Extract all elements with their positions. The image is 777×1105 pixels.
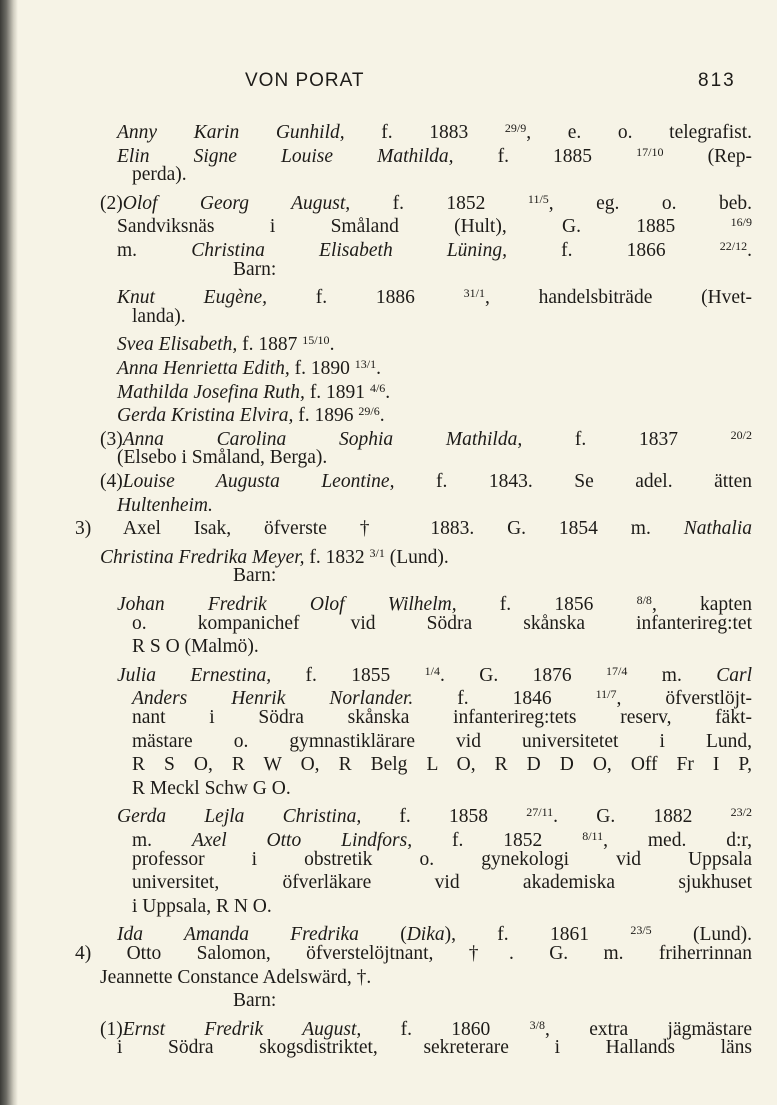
text-run: f. 1837 bbox=[522, 428, 731, 450]
text-run: (Rep- bbox=[663, 145, 753, 167]
text-run: . bbox=[329, 334, 335, 356]
text-run: , extra jägmästare bbox=[545, 1018, 752, 1040]
text-line bbox=[132, 305, 752, 329]
italic-name: Louise Augusta Leontine, bbox=[122, 471, 395, 492]
italic-name: Ida Amanda Fredrika bbox=[117, 924, 359, 946]
date-fraction: 23/5 bbox=[630, 923, 652, 938]
text-run: f. 1887 bbox=[237, 334, 303, 356]
text-run: . bbox=[379, 405, 385, 427]
text-run: f. 1832 bbox=[304, 546, 370, 568]
date-fraction: 22/12 bbox=[719, 239, 748, 253]
text-line bbox=[132, 777, 752, 801]
text-run: f. 1890 bbox=[289, 358, 355, 379]
italic-name: Anna Henrietta Edith, bbox=[117, 358, 290, 379]
date-fraction: 17/10 bbox=[636, 144, 664, 159]
date-fraction: 31/1 bbox=[463, 286, 486, 301]
date-fraction: 27/11 bbox=[526, 805, 554, 820]
text-run: universitet, öfverläkare vid akademiska sjukhuset bbox=[132, 872, 752, 894]
text-line bbox=[132, 730, 752, 754]
text-run: f. 1856 bbox=[456, 594, 637, 615]
text-run: professor i obstretik o. gynekologi vid Uppsala bbox=[132, 848, 752, 870]
text-run: . bbox=[747, 240, 753, 261]
text-run: f. 1883 bbox=[344, 122, 505, 143]
text-run: o. kompanichef vid Södra skånska infanterireg:tet bbox=[132, 612, 752, 634]
text-run: (Elsebo i Småland, Berga). bbox=[117, 447, 328, 469]
page-binding-edge bbox=[0, 0, 18, 1105]
date-fraction: 29/9 bbox=[504, 121, 527, 135]
text-run: R S O, R W O, R Belg L O, R D D O, Off Fr I P, bbox=[132, 754, 752, 776]
text-run: f. 1846 bbox=[413, 688, 596, 710]
text-run: i Uppsala, R N O. bbox=[132, 895, 272, 917]
text-line bbox=[132, 706, 752, 730]
text-run: . G. 1882 bbox=[553, 806, 731, 828]
italic-name: Olof Georg August, bbox=[122, 192, 351, 214]
text-run: m. bbox=[627, 664, 717, 686]
text-line bbox=[117, 281, 752, 309]
text-run: . bbox=[385, 381, 391, 403]
date-fraction: 8/8 bbox=[636, 593, 652, 607]
text-run: 4) Otto Salomon, öfverstelöjtnant, †. G. m. friherrinnan bbox=[75, 943, 752, 964]
text-run: , handelsbiträde (Hvet- bbox=[485, 287, 752, 309]
italic-name: Christina Fredrika Meyer, bbox=[100, 546, 305, 568]
text-run: nant i Södra skånska infanterireg:tets reserv, fäkt- bbox=[132, 707, 752, 728]
text-run: i Södra skogsdistriktet, sekreterare i Hallands läns bbox=[117, 1037, 752, 1059]
text-line bbox=[100, 966, 752, 990]
text-line bbox=[75, 942, 752, 966]
italic-name: Axel Otto Lindfors, bbox=[191, 830, 413, 851]
italic-name: Nathalia bbox=[683, 518, 752, 540]
text-line bbox=[117, 140, 753, 167]
text-line bbox=[117, 328, 752, 356]
text-run: (2) bbox=[100, 192, 123, 214]
text-line bbox=[132, 635, 752, 659]
text-line bbox=[117, 116, 753, 143]
text-run: (1) bbox=[100, 1018, 123, 1040]
text-run: , eg. o. beb. bbox=[548, 192, 752, 214]
italic-name: Anders Henrik Norlander. bbox=[132, 688, 414, 710]
text-run: R Meckl Schw G O. bbox=[132, 777, 291, 799]
date-fraction: 17/4 bbox=[606, 663, 628, 678]
text-run: (Lund). bbox=[384, 546, 449, 568]
text-run: R S O (Malmö). bbox=[132, 636, 259, 658]
date-fraction: 11/5 bbox=[527, 191, 549, 206]
running-head: VON PORAT bbox=[245, 70, 365, 91]
text-line bbox=[132, 824, 752, 851]
text-run: m. bbox=[117, 240, 192, 261]
text-run: f. 1855 bbox=[271, 664, 425, 686]
italic-name: Johan Fredrik Olof Wilhelm, bbox=[117, 594, 457, 615]
text-line bbox=[132, 871, 752, 895]
italic-name: Carl bbox=[716, 664, 752, 686]
text-line bbox=[117, 588, 753, 615]
date-fraction: 20/2 bbox=[730, 427, 752, 442]
text-line bbox=[117, 352, 752, 379]
text-line bbox=[132, 753, 752, 777]
italic-name: Anna Carolina Sophia Mathilda, bbox=[122, 428, 523, 450]
italic-name: Dika bbox=[406, 924, 445, 946]
text-run: f. 1866 bbox=[506, 240, 720, 261]
italic-name: Knut Eugène, bbox=[117, 287, 268, 309]
text-line bbox=[117, 1036, 752, 1060]
text-run: f. 1852 bbox=[350, 192, 528, 214]
text-run: f. 1860 bbox=[361, 1018, 530, 1040]
text-line bbox=[117, 376, 752, 403]
text-run: (Lund). bbox=[651, 924, 752, 946]
italic-name: Christina Elisabeth Lüning, bbox=[191, 240, 507, 261]
italic-name: Elin Signe Louise Mathilda, bbox=[117, 145, 454, 167]
text-line bbox=[117, 800, 752, 828]
date-fraction: 3/8 bbox=[529, 1017, 545, 1032]
text-line bbox=[132, 895, 752, 919]
text-line bbox=[100, 423, 752, 450]
text-run: f. 1885 bbox=[453, 145, 637, 167]
italic-name: Mathilda Josefina Ruth, bbox=[117, 381, 305, 403]
date-fraction: 15/10 bbox=[302, 333, 330, 348]
text-run: Sandviksnäs i Småland (Hult), G. 1885 bbox=[117, 216, 731, 238]
text-line bbox=[117, 210, 752, 238]
text-line bbox=[117, 494, 752, 518]
section-heading-barn bbox=[233, 258, 752, 282]
italic-name: Anny Karin Gunhild, bbox=[117, 122, 345, 143]
text-run: f. 1858 bbox=[361, 806, 527, 828]
italic-name: Svea Elisabeth, bbox=[117, 334, 238, 356]
date-fraction: 16/9 bbox=[730, 215, 752, 230]
section-heading-barn bbox=[233, 564, 752, 588]
text-run: f. 1852 bbox=[412, 830, 583, 851]
text-run: , öfverstlöjt- bbox=[616, 688, 752, 710]
text-line bbox=[132, 612, 752, 636]
text-run: , kapten bbox=[651, 594, 753, 615]
text-run: Barn: bbox=[233, 258, 277, 280]
text-run: f. 1896 bbox=[293, 405, 359, 427]
text-run: . bbox=[376, 358, 381, 379]
italic-name: Hultenheim. bbox=[117, 494, 213, 516]
text-run: landa). bbox=[132, 305, 186, 327]
text-line bbox=[100, 187, 752, 214]
text-line bbox=[117, 399, 752, 427]
text-run: , med. d:r, bbox=[603, 830, 752, 851]
date-fraction: 23/2 bbox=[730, 805, 752, 820]
section-heading-barn bbox=[233, 989, 752, 1013]
italic-name: Gerda Lejla Christina, bbox=[117, 806, 362, 828]
date-fraction: 29/6 bbox=[358, 404, 380, 419]
date-fraction: 11/7 bbox=[595, 687, 617, 702]
italic-name: Ernst Fredrik August, bbox=[122, 1018, 362, 1040]
text-line bbox=[117, 659, 752, 686]
text-line bbox=[132, 682, 752, 710]
italic-name: Gerda Kristina Elvira, bbox=[117, 405, 294, 427]
text-run: f. 1891 bbox=[304, 381, 370, 403]
text-run: mästare o. gymnastiklärare vid universitetet i Lund, bbox=[132, 730, 752, 752]
text-run: (3) bbox=[100, 428, 123, 450]
text-line bbox=[100, 470, 752, 494]
date-fraction: 8/11 bbox=[582, 829, 604, 843]
date-fraction: 4/6 bbox=[369, 380, 386, 395]
text-run: f. 1843. Se adel. ätten bbox=[394, 471, 753, 492]
text-line bbox=[100, 541, 752, 568]
text-line bbox=[117, 918, 752, 946]
text-run: Barn: bbox=[233, 990, 277, 1012]
page-number: 813 bbox=[698, 70, 736, 91]
text-run: Jeannette Constance Adelswärd, †. bbox=[100, 966, 372, 988]
text-run: f. 1886 bbox=[267, 287, 464, 309]
date-fraction: 13/1 bbox=[354, 357, 377, 371]
text-run: perda). bbox=[132, 164, 187, 186]
date-fraction: 3/1 bbox=[369, 545, 385, 560]
text-line bbox=[117, 234, 753, 261]
text-line bbox=[100, 1013, 752, 1040]
text-line bbox=[132, 848, 752, 872]
text-line bbox=[117, 446, 752, 470]
italic-name: Julia Ernestina, bbox=[117, 664, 272, 686]
text-run: . G. 1876 bbox=[440, 664, 607, 686]
text-run: ( bbox=[358, 924, 407, 946]
text-run: 3) Axel Isak, öfverste † 1883. G. 1854 m. bbox=[75, 518, 684, 540]
text-run: ), f. 1861 bbox=[444, 924, 631, 946]
text-line bbox=[75, 517, 752, 541]
date-fraction: 1/4 bbox=[424, 663, 440, 678]
text-run: , e. o. telegrafist. bbox=[526, 122, 753, 143]
text-line bbox=[132, 163, 752, 187]
text-run: (4) bbox=[100, 471, 123, 492]
text-run: Barn: bbox=[233, 565, 277, 587]
text-run: m. bbox=[132, 830, 192, 851]
